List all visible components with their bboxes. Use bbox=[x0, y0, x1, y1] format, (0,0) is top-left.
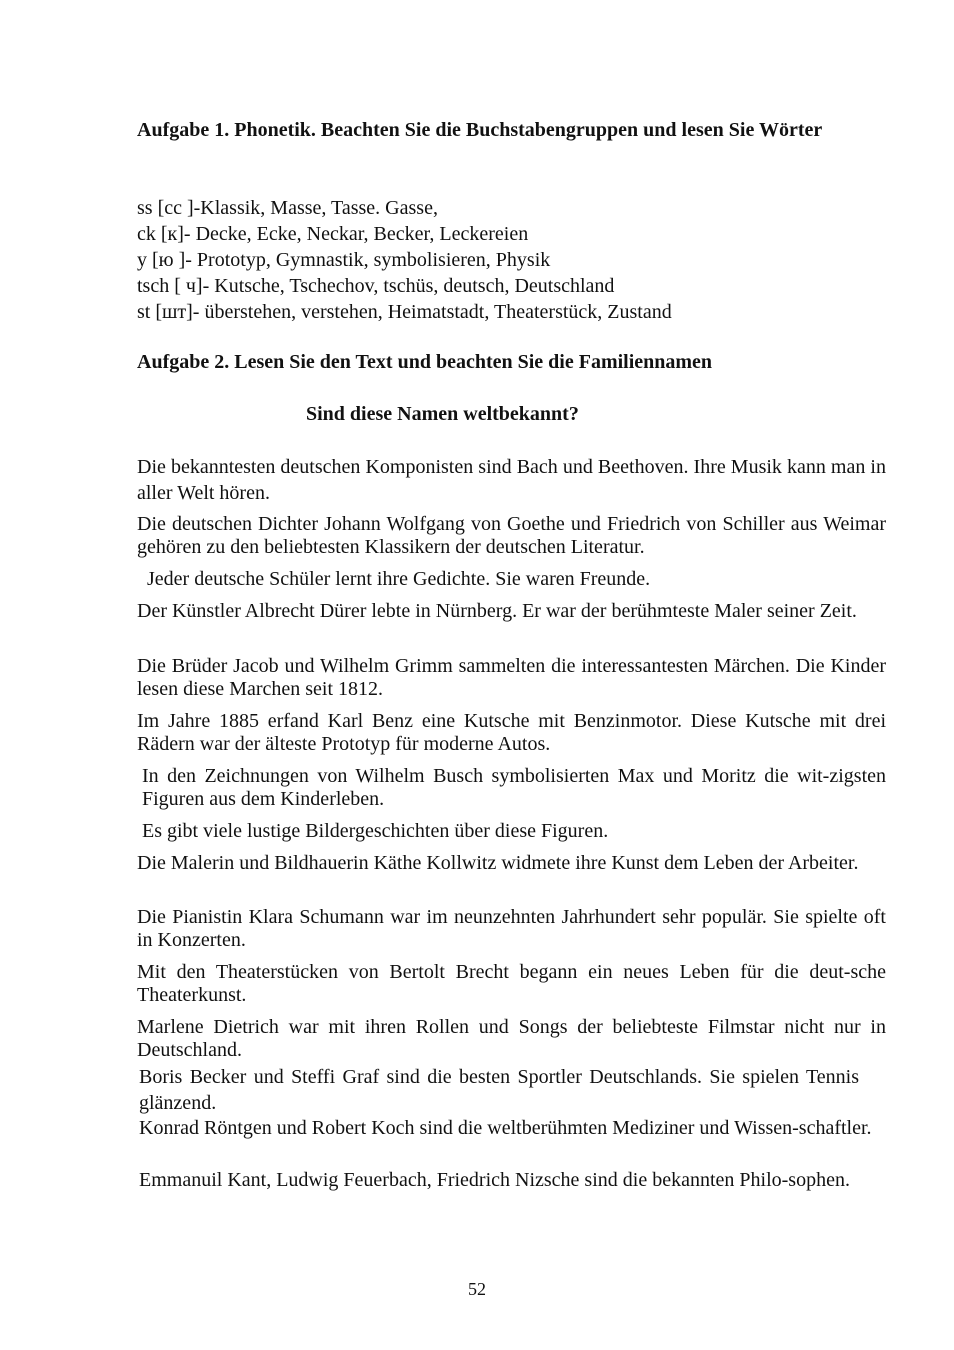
text-paragraph: Die Malerin und Bildhauerin Käthe Kollwitz widmete ihre Kunst dem Leben der Arbeiter. bbox=[137, 852, 859, 874]
page-number: 52 bbox=[468, 1279, 486, 1299]
text-paragraph: In den Zeichnungen von Wilhelm Busch symbolisierten Max und Moritz die wit-zigsten Figuren aus dem Kinderleben. bbox=[142, 765, 886, 810]
text-paragraph: Der Künstler Albrecht Dürer lebte in Nürnberg. Er war der berühmteste Maler seiner Zeit. bbox=[137, 600, 857, 622]
text-paragraph: Konrad Röntgen und Robert Koch sind die weltberühmten Mediziner und Wissen-schaftler. bbox=[139, 1117, 872, 1139]
text-title: Sind diese Namen weltbekannt? bbox=[306, 403, 579, 425]
text-paragraph: Die Brüder Jacob und Wilhelm Grimm sammelten die interessantesten Märchen. Die Kinder lesen diese Marchen seit 1812. bbox=[137, 655, 886, 700]
text-paragraph: Emmanuil Kant, Ludwig Feuerbach, Friedrich Nizsche sind die bekannten Philo-sophen. bbox=[139, 1169, 850, 1191]
phonetic-line: ck [к]- Decke, Ecke, Neckar, Becker, Leckereien bbox=[137, 223, 529, 245]
text-paragraph: Es gibt viele lustige Bildergeschichten über diese Figuren. bbox=[142, 820, 609, 842]
text-paragraph: Jeder deutsche Schüler lernt ihre Gedichte. Sie waren Freunde. bbox=[147, 568, 651, 590]
text-paragraph: Im Jahre 1885 erfand Karl Benz eine Kutsche mit Benzinmotor. Diese Kutsche mit drei Rädern war der älteste Prototyp für moderne Autos. bbox=[137, 710, 886, 755]
phonetic-line: st [шт]- überstehen, verstehen, Heimatstadt, Theaterstück, Zustand bbox=[137, 301, 672, 323]
text-paragraph: Boris Becker und Steffi Graf sind die besten Sportler Deutschlands. Sie spielen Tennis glänzend. bbox=[139, 1066, 859, 1114]
text-paragraph: Die deutschen Dichter Johann Wolfgang von Goethe und Friedrich von Schiller aus Weimar gehören zu den beliebtesten Klassikern der deutschen Literatur. bbox=[137, 513, 886, 558]
text-paragraph: Marlene Dietrich war mit ihren Rollen und Songs der beliebteste Filmstar nicht nur in Deutschland. bbox=[137, 1016, 886, 1061]
task2-heading: Aufgabe 2. Lesen Sie den Text und beachten Sie die Familiennamen bbox=[137, 351, 713, 373]
text-paragraph: Mit den Theaterstücken von Bertolt Brecht begann ein neues Leben für die deut-sche Theaterkunst. bbox=[137, 961, 886, 1006]
phonetic-line: y [ю ]- Prototyp, Gymnastik, symbolisieren, Physik bbox=[137, 249, 551, 271]
phonetic-line: tsch [ ч]- Kutsche, Tschechov, tschüs, deutsch, Deutschland bbox=[137, 275, 615, 297]
phonetic-line: ss [сс ]-Klassik, Masse, Tasse. Gasse, bbox=[137, 197, 438, 219]
text-paragraph: Die bekanntesten deutschen Komponisten sind Bach und Beethoven. Ihre Musik kann man in aller Welt hören. bbox=[137, 456, 886, 504]
text-paragraph: Die Pianistin Klara Schumann war im neunzehnten Jahrhundert sehr populär. Sie spielte oft in Konzerten. bbox=[137, 906, 886, 951]
task1-heading: Aufgabe 1. Phonetik. Beachten Sie die Buchstabengruppen und lesen Sie Wörter bbox=[137, 119, 823, 141]
